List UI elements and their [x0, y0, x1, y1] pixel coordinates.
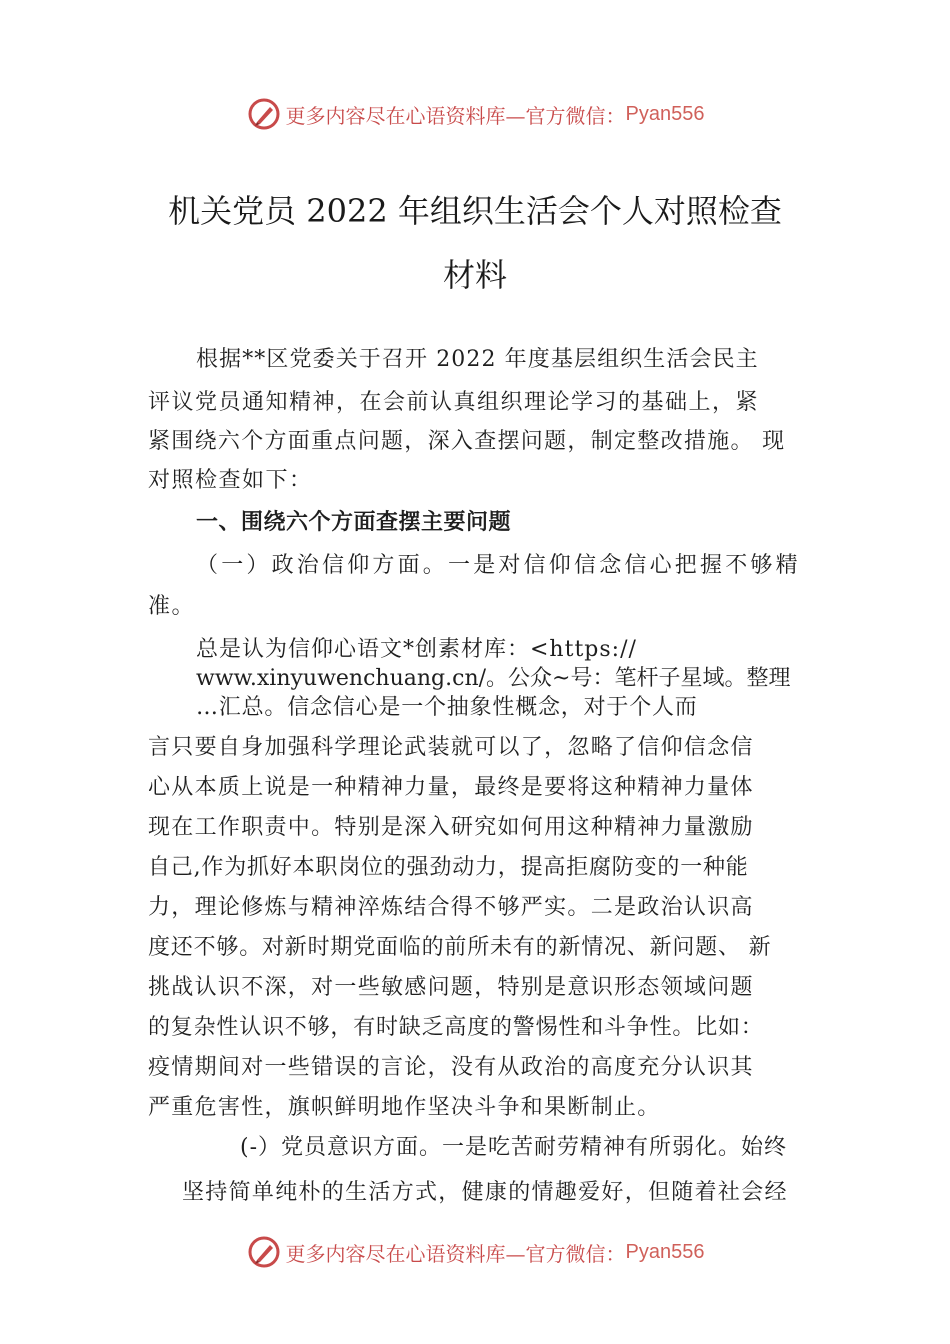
banner-wechat-id: Pyan556	[625, 1240, 705, 1263]
footer-banner	[0, 1230, 950, 1274]
banner-wechat-id: Pyan556	[625, 102, 705, 125]
body-line: 疫情期间对一些错误的言论，没有从政治的高度充分认识其	[148, 1055, 754, 1080]
body-line: 总是认为信仰心语文*创素材库：<https://	[196, 637, 637, 662]
body-line: …汇总。信念信心是一个抽象性概念，对于个人而	[196, 695, 698, 720]
body-line: 心从本质上说是一种精神力量，最终是要将这种精神力量体	[148, 775, 754, 800]
body-line: 挑战认识不深，对一些敏感问题，特别是意识形态领域问题	[148, 975, 754, 1000]
body-line: 言只要自身加强科学理论武装就可以了，忽略了信仰信念信	[148, 735, 754, 760]
body-line: 准。	[148, 594, 196, 619]
document-title-line-2: 材料	[442, 256, 507, 294]
body-line: 坚持简单纯朴的生活方式，健康的情趣爱好，但随着社会经	[182, 1180, 788, 1205]
header-banner	[0, 92, 950, 136]
body-line: 紧围绕六个方面重点问题，深入查摆问题，制定整改措施。 现	[148, 429, 786, 454]
body-line: 的复杂性认识不够，有时缺乏高度的警惕性和斗争性。比如：	[148, 1015, 764, 1040]
body-line: 严重危害性，旗帜鲜明地作坚决斗争和果断制止。	[148, 1095, 661, 1120]
body-line: 评议党员通知精神，在会前认真组织理论学习的基础上，紧	[148, 390, 760, 415]
body-line: (-）党员意识方面。一是吃苦耐劳精神有所弱化。始终	[240, 1135, 788, 1160]
section-heading: 一、围绕六个方面查摆主要问题	[196, 510, 512, 535]
body-line: 度还不够。对新时期党面临的前所未有的新情况、新问题、 新	[148, 935, 772, 960]
pen-logo-icon	[246, 96, 282, 132]
pen-logo-icon	[246, 1234, 282, 1270]
body-line: 自己,作为抓好本职岗位的强劲动力，提高拒腐防变的一种能	[148, 855, 749, 880]
banner-text: 更多内容尽在心语资料库—官方微信：	[285, 103, 626, 128]
document-title-line-1: 机关党员 2022 年组织生活会个人对照检查	[168, 192, 782, 230]
body-line: （一）政治信仰方面。一是对信仰信念信心把握不够精	[196, 553, 801, 578]
body-line: www.xinyuwenchuang.cn/。公众~号：笔杆子星域。整理	[196, 666, 791, 691]
body-line: 力，理论修炼与精神淬炼结合得不够严实。二是政治认识高	[148, 895, 754, 920]
body-line: 根据**区党委关于召开 2022 年度基层组织生活会民主	[196, 347, 759, 372]
banner-text: 更多内容尽在心语资料库—官方微信：	[285, 1241, 626, 1266]
body-line: 对照检查如下：	[148, 468, 313, 493]
body-line: 现在工作职责中。特别是深入研究如何用这种精神力量激励	[148, 815, 754, 840]
